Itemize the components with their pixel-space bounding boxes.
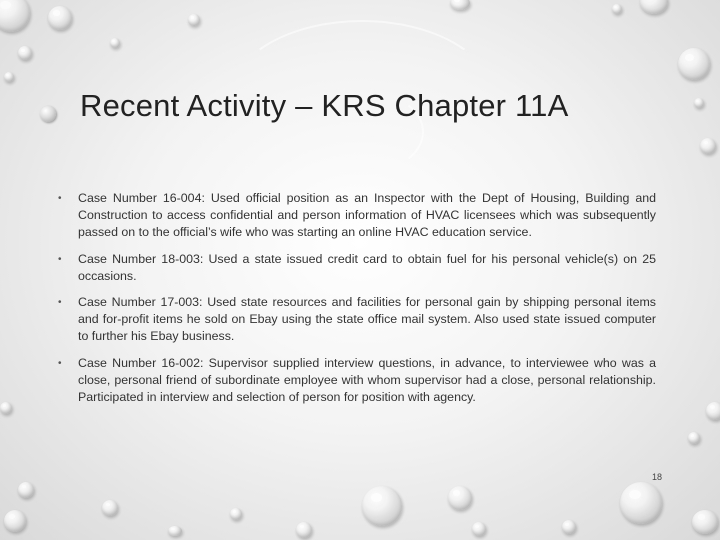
bullet-icon: •: [58, 193, 62, 204]
list-item-text: Case Number 17-003: Used state resources and facilities for personal gain by shipping personal items and for-profit items he sold on Ebay using the state office mail system. Also used state issued computer to further his Ebay business.: [78, 295, 656, 344]
page-number: 18: [651, 472, 662, 482]
water-drop-decoration: [296, 522, 312, 538]
list-item-text: Case Number 16-002: Supervisor supplied interview questions, in advance, to interviewee who was a close, personal friend of subordinate employee with whom supervisor had a close, personal relationship. Participated in interview and selection of person for position with agency.: [78, 355, 656, 405]
water-drop-decoration: [692, 510, 718, 534]
water-drop-decoration: [362, 486, 402, 526]
water-drop-decoration: [640, 0, 668, 14]
water-drop-decoration: [230, 508, 242, 520]
water-drop-decoration: [700, 138, 716, 154]
bullet-icon: •: [58, 297, 62, 309]
bullet-icon: •: [58, 253, 62, 265]
droplet-bullet-icon: [40, 106, 56, 122]
list-item: [58, 190, 656, 242]
water-drop-decoration: [168, 526, 182, 536]
water-drop-decoration: [694, 98, 704, 108]
water-drop-decoration: [18, 482, 34, 498]
water-drop-decoration: [102, 500, 118, 516]
water-drop-decoration: [612, 4, 622, 14]
list-item-text: Case Number 18-003: Used a state issued credit card to obtain fuel for his personal vehicle(s) on 25 occasions.: [78, 251, 656, 283]
water-drop-decoration: [0, 402, 12, 414]
water-drop-decoration: [472, 522, 486, 536]
water-drop-decoration: [448, 486, 472, 510]
water-drop-decoration: [18, 46, 32, 60]
water-drop-decoration: [450, 0, 470, 10]
water-drop-decoration: [188, 14, 200, 26]
water-drop-decoration: [620, 482, 662, 524]
water-drop-decoration: [562, 520, 576, 534]
bullet-icon: •: [58, 357, 62, 369]
water-drop-decoration: [4, 510, 26, 532]
water-drop-decoration: [688, 432, 700, 444]
water-drop-decoration: [4, 72, 14, 82]
list-item: [58, 355, 656, 407]
list-item-text: Case Number 16-004: Used official position as an Inspector with the Dept of Housing, Building and Construction to access confidential and person information of HVAC licensees which was subsequently passed on to the official’s wife who was starting an online HVAC education service.: [78, 191, 656, 240]
water-drop-decoration: [678, 48, 710, 80]
water-drop-decoration: [48, 6, 72, 30]
page-title: Recent Activity – KRS Chapter 11A: [80, 88, 569, 123]
list-item: [58, 251, 656, 285]
list-item: [58, 294, 656, 346]
water-drop-decoration: [110, 38, 120, 48]
water-drop-decoration: [706, 402, 720, 420]
title-row: [40, 88, 680, 136]
water-drop-decoration: [0, 0, 30, 32]
bullet-list: [58, 190, 656, 415]
